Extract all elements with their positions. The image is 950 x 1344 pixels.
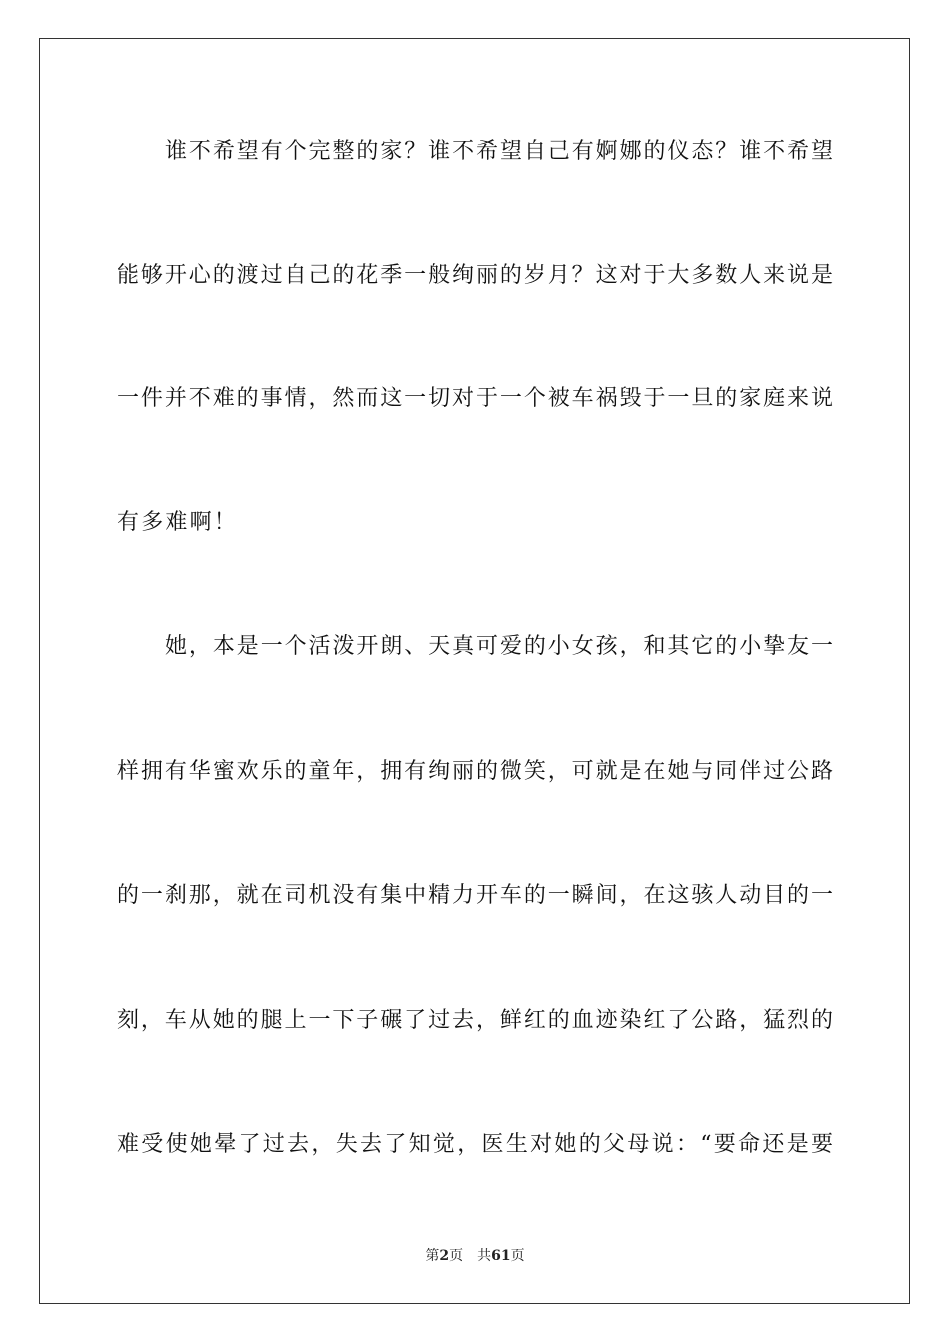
paragraph-1-line-4: 有多难啊！ [117,510,239,535]
page-frame [39,38,910,1304]
paragraph-1-line-3: 一件并不难的事情，然而这一切对于一个被车祸毁于一旦的家庭来说 [117,386,833,411]
paragraph-1-line-1: 谁不希望有个完整的家？谁不希望自己有婀娜的仪态？谁不希望 [165,139,833,164]
paragraph-2-line-4: 刻，车从她的腿上一下子碾了过去，鲜红的血迹染红了公路，猛烈的 [117,1008,833,1033]
page-number: 2 [439,1248,450,1264]
total-pages: 61 [491,1248,511,1264]
paragraph-2-line-1: 她，本是一个活泼开朗、天真可爱的小女孩，和其它的小挚友一 [165,634,833,659]
paragraph-2-line-2: 样拥有华蜜欢乐的童年，拥有绚丽的微笑，可就是在她与同伴过公路 [117,759,833,784]
page-prefix: 第 [425,1248,440,1264]
page-footer [0,1247,950,1265]
total-suffix: 页 [510,1248,525,1264]
paragraph-1-line-2: 能够开心的渡过自己的花季一般绚丽的岁月？这对于大多数人来说是 [117,263,833,288]
total-prefix: 共 [477,1248,492,1264]
paragraph-2-line-5: 难受使她晕了过去，失去了知觉，医生对她的父母说：“要命还是要 [117,1132,833,1157]
paragraph-2-line-3: 的一刹那，就在司机没有集中精力开车的一瞬间，在这骇人动目的一 [117,883,833,908]
page-suffix: 页 [449,1248,464,1264]
